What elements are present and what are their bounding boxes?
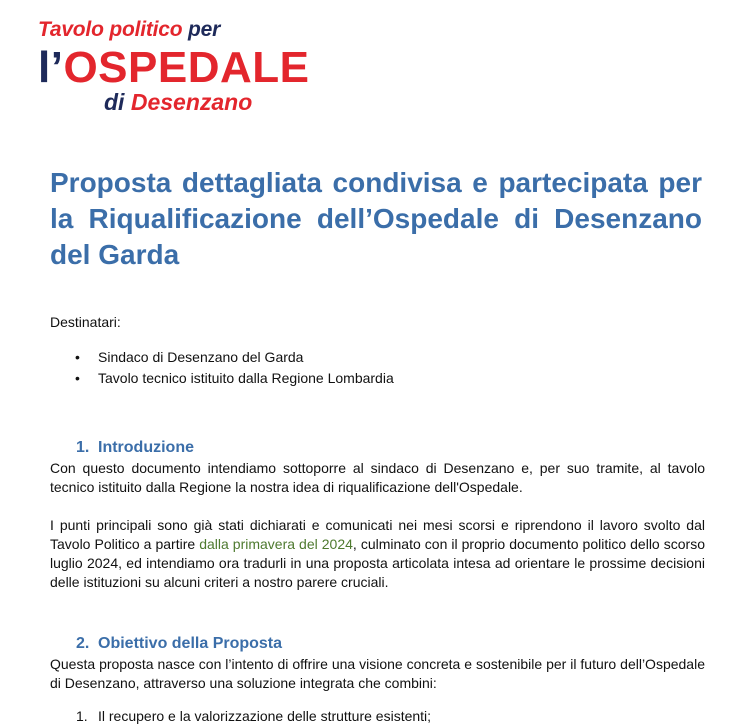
recipients-list: [72, 347, 394, 389]
section-title: Introduzione: [98, 439, 194, 456]
logo: [38, 12, 310, 122]
section-title: Obiettivo della Proposta: [98, 635, 283, 652]
recipients-label: Destinatari:: [50, 314, 121, 330]
list-item-text: Il recupero e la valorizzazione delle strutture esistenti;: [98, 708, 432, 724]
logo-text-per: per: [188, 18, 221, 41]
section-number: 1.: [76, 439, 90, 456]
objective-list: [76, 707, 431, 726]
logo-line-tavolo: [38, 18, 220, 42]
section-number: 2.: [76, 635, 90, 652]
intro-paragraph-2-text-b: , culminato con il proprio documento politico dello scorso luglio 2024, ed intendiamo ora tradurli in una proposta articolata intesa ad orientare le prossime decisioni delle istituzioni su alcuni criteri a nostro parere cruciali.: [50, 536, 705, 590]
logo-line-ospedale: [38, 42, 310, 94]
intro-paragraph-2: [50, 516, 705, 592]
logo-text-tavolo-politico: Tavolo politico: [38, 18, 183, 41]
spring-2024-link[interactable]: dalla primavera del 2024: [199, 536, 353, 552]
logo-text-ospedale: OSPEDALE: [63, 43, 310, 92]
section-heading-obiettivo: [76, 634, 282, 654]
logo-text-di: di: [104, 89, 125, 115]
list-item-number: 1.: [76, 708, 88, 724]
list-item: • Tavolo tecnico istituito dalla Regione Lombardia: [72, 368, 394, 389]
logo-text-desenzano: Desenzano: [130, 89, 253, 115]
objective-paragraph-1: Questa proposta nasce con l’intento di offrire una visione concreta e sostenibile per il futuro dell’Ospedale di Desenzano, attraverso una soluzione integrata che combini:: [50, 656, 705, 691]
logo-line-desenzano: [104, 88, 252, 116]
section-heading-introduzione: [76, 438, 194, 458]
list-item: [76, 707, 431, 726]
intro-paragraph-1: Con questo documento intendiamo sottoporre al sindaco di Desenzano e, per suo tramite, al tavolo tecnico istituito dalla Regione la nostra idea di riqualificazione dell'Ospedale.: [50, 460, 705, 495]
logo-text-l: l’: [38, 43, 64, 92]
list-item: • Sindaco di Desenzano del Garda: [72, 347, 394, 368]
intro-paragraph-2-text-a: I punti principali sono già stati dichiarati e comunicati nei mesi scorsi e riprendono il lavoro svolto dal Tavolo Politico a partire: [50, 517, 705, 552]
document-title: Proposta dettagliata condivisa e partecipata per la Riqualificazione dell’Ospedale di Desenzano del Garda: [50, 167, 702, 270]
